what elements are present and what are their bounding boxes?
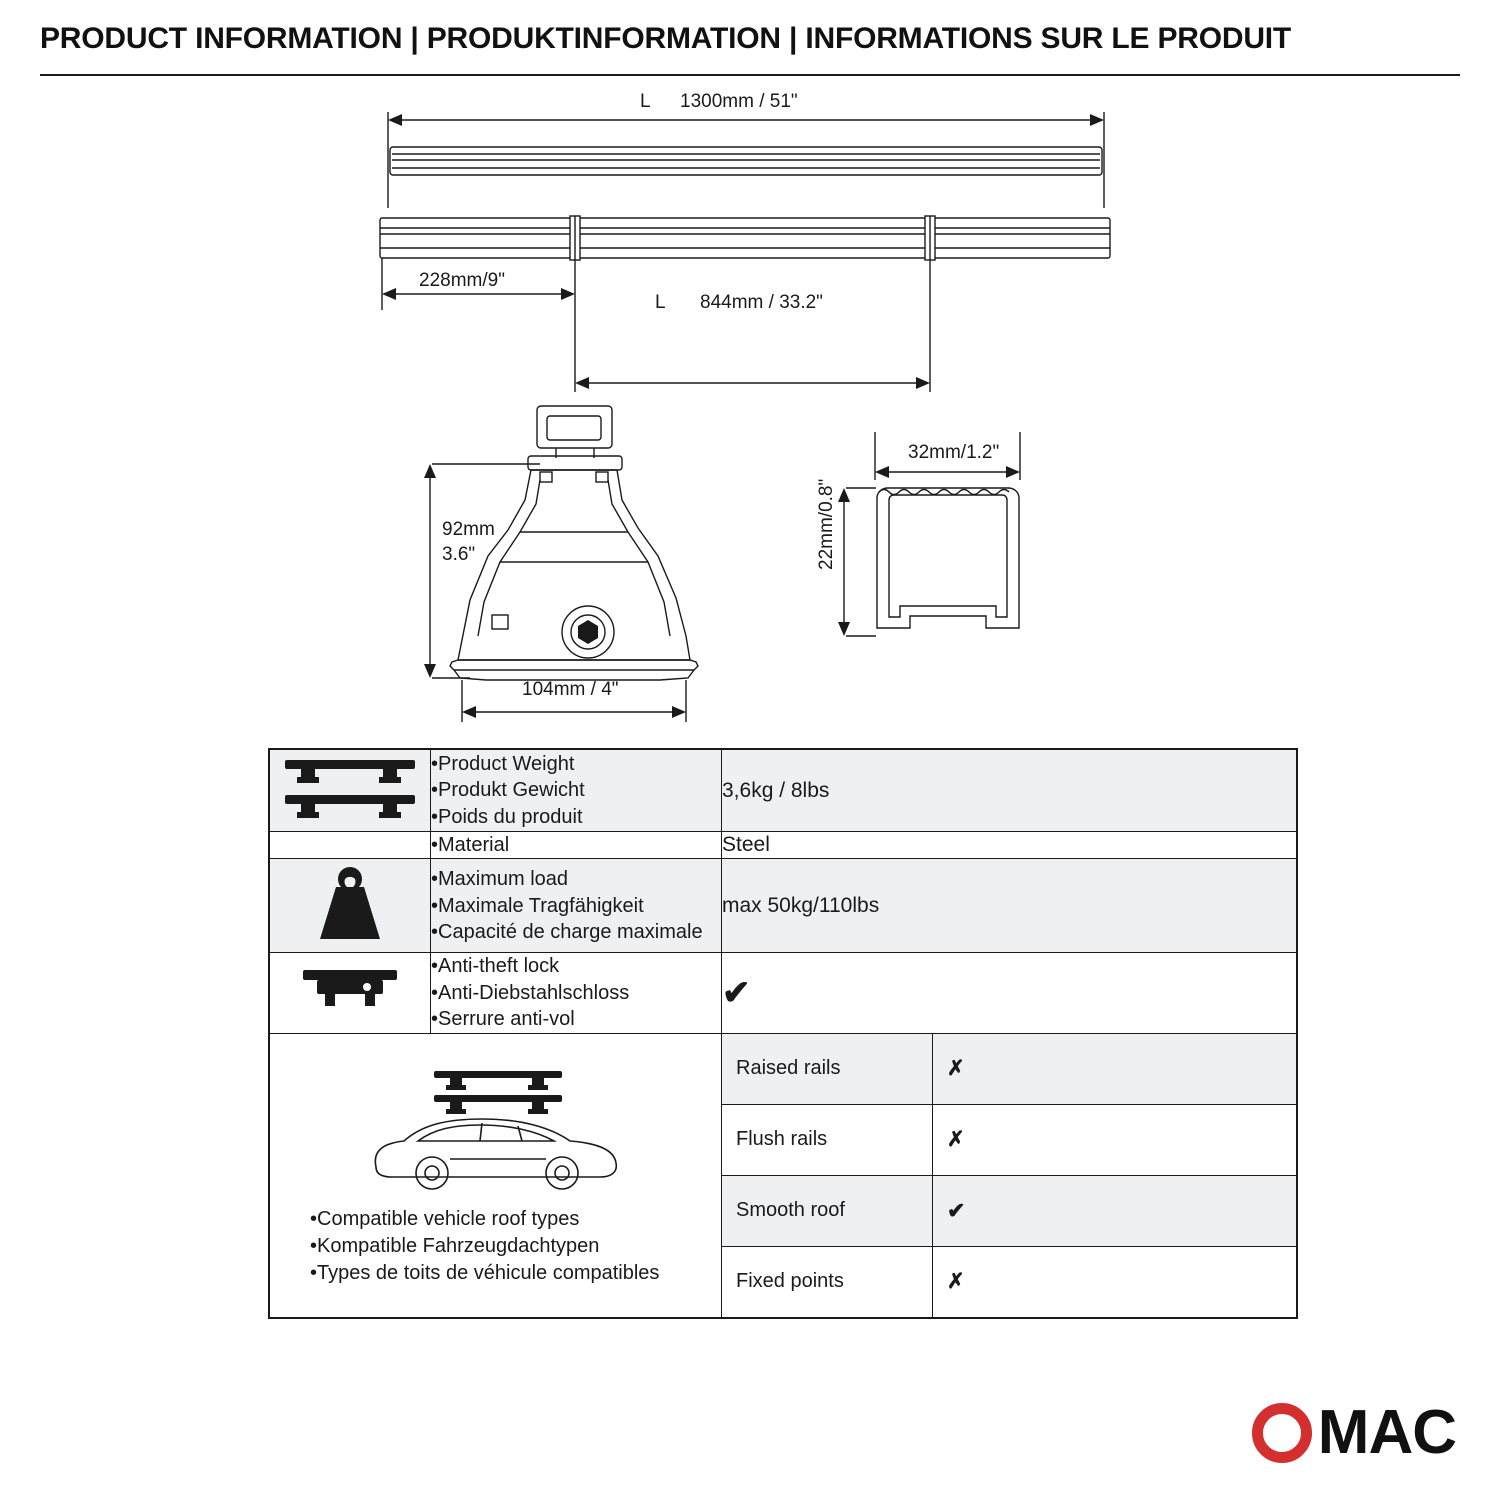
bar-length-value: 1300mm / 51" xyxy=(680,91,798,112)
anti-theft-value xyxy=(722,953,1298,1033)
span-label: L xyxy=(655,292,666,313)
max-load-labels xyxy=(431,859,722,953)
weight-icon xyxy=(269,859,431,953)
brand-logo xyxy=(1252,1398,1456,1467)
roof-type-name: Raised rails xyxy=(722,1034,933,1105)
profile-height-value: 22mm/0.8" xyxy=(816,478,837,570)
label-line: •Kompatible Fahrzeugdachtypen xyxy=(310,1235,600,1258)
material-icon-placeholder xyxy=(269,832,431,859)
roof-type-row-smooth-roof xyxy=(722,1175,1296,1246)
cross-icon: ✗ xyxy=(947,1057,965,1081)
roof-type-name: Flush rails xyxy=(722,1104,933,1175)
specification-table xyxy=(268,748,1298,1319)
page-header xyxy=(40,22,1460,80)
roof-type-name: Fixed points xyxy=(722,1246,933,1317)
technical-drawing xyxy=(0,80,1500,740)
span-value: 844mm / 33.2" xyxy=(700,292,823,313)
roof-type-mark xyxy=(933,1034,1297,1105)
brand-name: MAC xyxy=(1317,1398,1456,1467)
roof-type-row-flush-rails xyxy=(722,1104,1296,1175)
label-line: •Anti-theft lock xyxy=(431,955,560,978)
label-line: •Maximum load xyxy=(431,868,569,891)
bar-length-label: L xyxy=(640,91,651,112)
roof-types-matrix xyxy=(722,1033,1298,1318)
checkmark-icon: ✔ xyxy=(722,973,751,1012)
anti-theft-labels xyxy=(431,953,722,1033)
table-row xyxy=(269,749,1297,832)
label-line: •Types de toits de véhicule compatibles xyxy=(310,1261,660,1284)
label-line: •Anti-Diebstahlschloss xyxy=(431,981,630,1004)
header-divider xyxy=(40,74,1460,76)
cross-icon: ✗ xyxy=(947,1270,965,1294)
roof-type-name: Smooth roof xyxy=(722,1175,933,1246)
label-line: •Material xyxy=(431,834,510,856)
profile-width-value: 32mm/1.2" xyxy=(908,442,1000,463)
table-row xyxy=(269,832,1297,859)
roof-type-mark xyxy=(933,1246,1297,1317)
label-line: •Serrure anti-vol xyxy=(431,1008,575,1031)
foot-offset-value: 228mm/9" xyxy=(419,270,505,291)
crossbars-icon xyxy=(269,749,431,832)
table-row xyxy=(269,1033,1297,1318)
roof-type-mark xyxy=(933,1104,1297,1175)
table-row xyxy=(269,859,1297,953)
roof-type-mark xyxy=(933,1175,1297,1246)
product-weight-value: 3,6kg / 8lbs xyxy=(722,749,1298,832)
label-line: •Maximale Tragfähigkeit xyxy=(431,894,644,917)
page-title: PRODUCT INFORMATION | PRODUKTINFORMATION | INFORMATIONS SUR LE PRODUIT xyxy=(40,22,1292,55)
foot-height-value-line2: 3.6" xyxy=(442,544,476,565)
checkmark-icon: ✔ xyxy=(947,1197,966,1223)
label-line: •Produkt Gewicht xyxy=(431,779,585,802)
label-line: •Poids du produit xyxy=(431,805,583,828)
label-line: •Capacité de charge maximale xyxy=(431,921,703,944)
lock-icon xyxy=(269,953,431,1033)
label-line: •Product Weight xyxy=(431,752,575,775)
cross-icon: ✗ xyxy=(947,1128,965,1152)
roof-type-row-raised-rails xyxy=(722,1034,1296,1105)
car-with-rack-icon xyxy=(270,1063,721,1198)
roof-types-label-lines xyxy=(270,1206,721,1286)
foot-width-value: 104mm / 4" xyxy=(522,679,619,700)
max-load-value: max 50kg/110lbs xyxy=(722,859,1298,953)
roof-type-row-fixed-points xyxy=(722,1246,1296,1317)
label-line: •Compatible vehicle roof types xyxy=(310,1208,580,1231)
product-weight-labels xyxy=(431,749,722,832)
roof-types-labels xyxy=(269,1033,722,1318)
material-labels xyxy=(431,832,722,859)
table-row xyxy=(269,953,1297,1033)
material-value: Steel xyxy=(722,832,1298,859)
logo-o-icon xyxy=(1252,1403,1312,1463)
foot-height-value-line1: 92mm xyxy=(442,519,495,540)
